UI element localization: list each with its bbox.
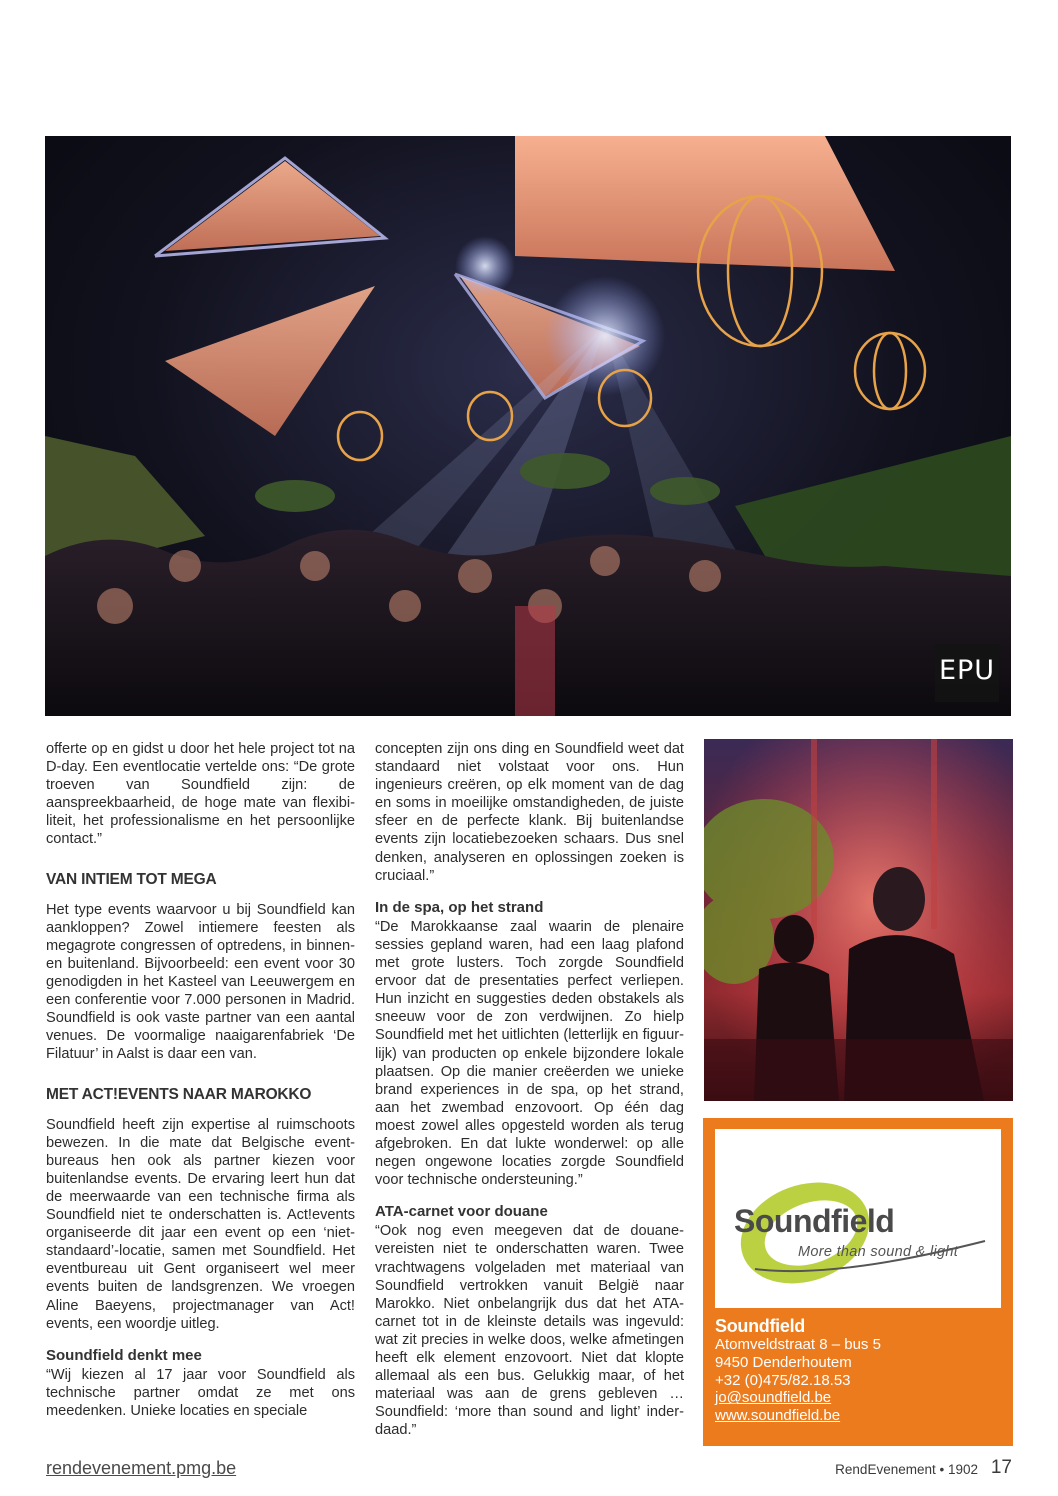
subheading: Soundfield denkt mee: [46, 1346, 202, 1364]
phone-number: +32 (0)475/82.18.53: [715, 1371, 851, 1389]
paragraph: “Wij kiezen al 17 jaar voor Soundfield als technische partner omdat ze met ons meedenken. Unieke locaties en speciale: [46, 1366, 355, 1419]
footer-website-link[interactable]: rendevenement.pmg.be: [46, 1458, 237, 1478]
subheading: In de spa, op het strand: [375, 898, 544, 916]
paragraph: “De Marokkaanse zaal waarin de plenaire sessies gepland waren, had een laag plafond met grote lusters. Toch zorgde Soundfield ervoor dat de presentaties perfect verliepen. Hun inzicht en suggesties deden obstakels als sneeuw voor de zon verdwijnen. Zo hielp Soundfield met het uitlichten (letterlijk en figuurlijk) van producten op enkele bijzondere lokale plaatsen. Op die manier creëerden we unieke brand experiences in de spa, op het strand, aan het zwembad enzovoort. Op één dag moest zowel alles opgesteld worden als terug afgebroken. En dat lukte wonderwel: op alle negen ongewone locaties zorgde Soundfield voor technische ondersteuning.”: [375, 918, 684, 1189]
hero-photo: [45, 136, 1011, 716]
photographer-watermark: EPU: [935, 644, 999, 702]
section-heading: MET ACT!EVENTS NAAR MAROKKO: [46, 1085, 312, 1103]
ceiling-canvas: [165, 161, 380, 251]
article-column-1: [46, 740, 355, 1420]
company-name: Soundfield: [715, 1316, 805, 1336]
ceiling-canvas: [165, 286, 375, 436]
side-photo: [704, 739, 1013, 1101]
ceiling-canvas: [515, 136, 895, 271]
contact-details: [715, 1316, 881, 1425]
address-line-2: 9450 Denderhoutem: [715, 1353, 852, 1371]
venue-illustration: [704, 739, 1013, 1101]
footer-issue: RendEvenement • 1902: [835, 1462, 978, 1477]
email-link[interactable]: jo@soundfield.be: [715, 1389, 832, 1407]
section-heading: VAN INTIEM TOT MEGA: [46, 870, 217, 888]
soundfield-logo: [715, 1129, 1001, 1308]
logo-wordmark: Soundfield: [734, 1203, 895, 1239]
paragraph: Het type events waarvoor u bij Soundfield kan aankloppen? Zowel intiemere feesten als megagrote congressen of optredens, in binnen- en buitenland. Bijvoorbeeld: een event voor 30 genodigden in het Kasteel van Leeuwergem en een conferentie voor 7.000 personen in Madrid. Soundfield is ook vaste partner van een aantal venues. De voormalige naaigarenfabriek ‘De Filatuur’ in Aalst is daar een van.: [46, 901, 355, 1063]
page-number: 17: [990, 1457, 1012, 1478]
paragraph: concepten zijn ons ding en Soundfield weet dat standaard niet volstaat voor ons. Hun ingenieurs creëren, op elk moment van de dag en soms in moeilijke omstandigheden, de juiste sfeer en de perfecte klank. Bij buitenlandse events zijn locatiebezoeken schaars. Dus snel denken, analyseren en oplossingen zoeken is cruciaal.”: [375, 741, 684, 884]
address-line-1: Atomveldstraat 8 – bus 5: [715, 1336, 881, 1353]
paragraph: Soundfield heeft zijn expertise al ruimschoots bewezen. In die mate dat Belgische eventbureaus hen ook als partner kiezen voor buitenlandse events. De ervaring leert hun dat de meerwaarde van een technische firma als Soundfield niet te onderschatten is. Act!events organiseerde dit jaar een event op een ‘niet-standaard’-locatie, samen met Soundfield. Het eventbureau uit Gent organiseert wel meer events buiten de landsgrenzen. We vroegen Aline Baeyens, projectmanager van Act! events, een woordje uitleg.: [46, 1116, 355, 1332]
article-column-2: [375, 740, 684, 1439]
paragraph: offerte op en gidst u door het hele project tot na D-day. Een eventlocatie vertelde ons: “De grote troeven van Soundfield zijn: de aanspreekbaarheid, de hoge mate van flexibiliteit, het professionalisme en het persoonlijke contact.”: [46, 741, 355, 848]
paragraph: “Ook nog even meegeven dat de douanevereisten niet te onderschatten waren. Twee vrachtwagens volgeladen met materiaal van Soundfield vertrokken vanuit België naar Marokko. Niet onbelangrijk dus dat het ATA-carnet tot in de kleinste details was ingevuld: wat zit precies in welke doos, welke afmetingen heeft elk element enzovoort. Niet dat klopte allemaal als een bus. Gelukkig maar, of het materiaal was aan de grens gebleven … Soundfield: ‘more than sound and light’ inderdaad.”: [375, 1223, 684, 1439]
event-hall-illustration: [45, 136, 1011, 716]
sponsor-contact-box: [703, 1118, 1013, 1446]
website-link[interactable]: www.soundfield.be: [715, 1407, 841, 1425]
subheading: ATA-carnet voor douane: [375, 1203, 548, 1221]
logo-tagline: More than sound & light: [798, 1244, 959, 1260]
